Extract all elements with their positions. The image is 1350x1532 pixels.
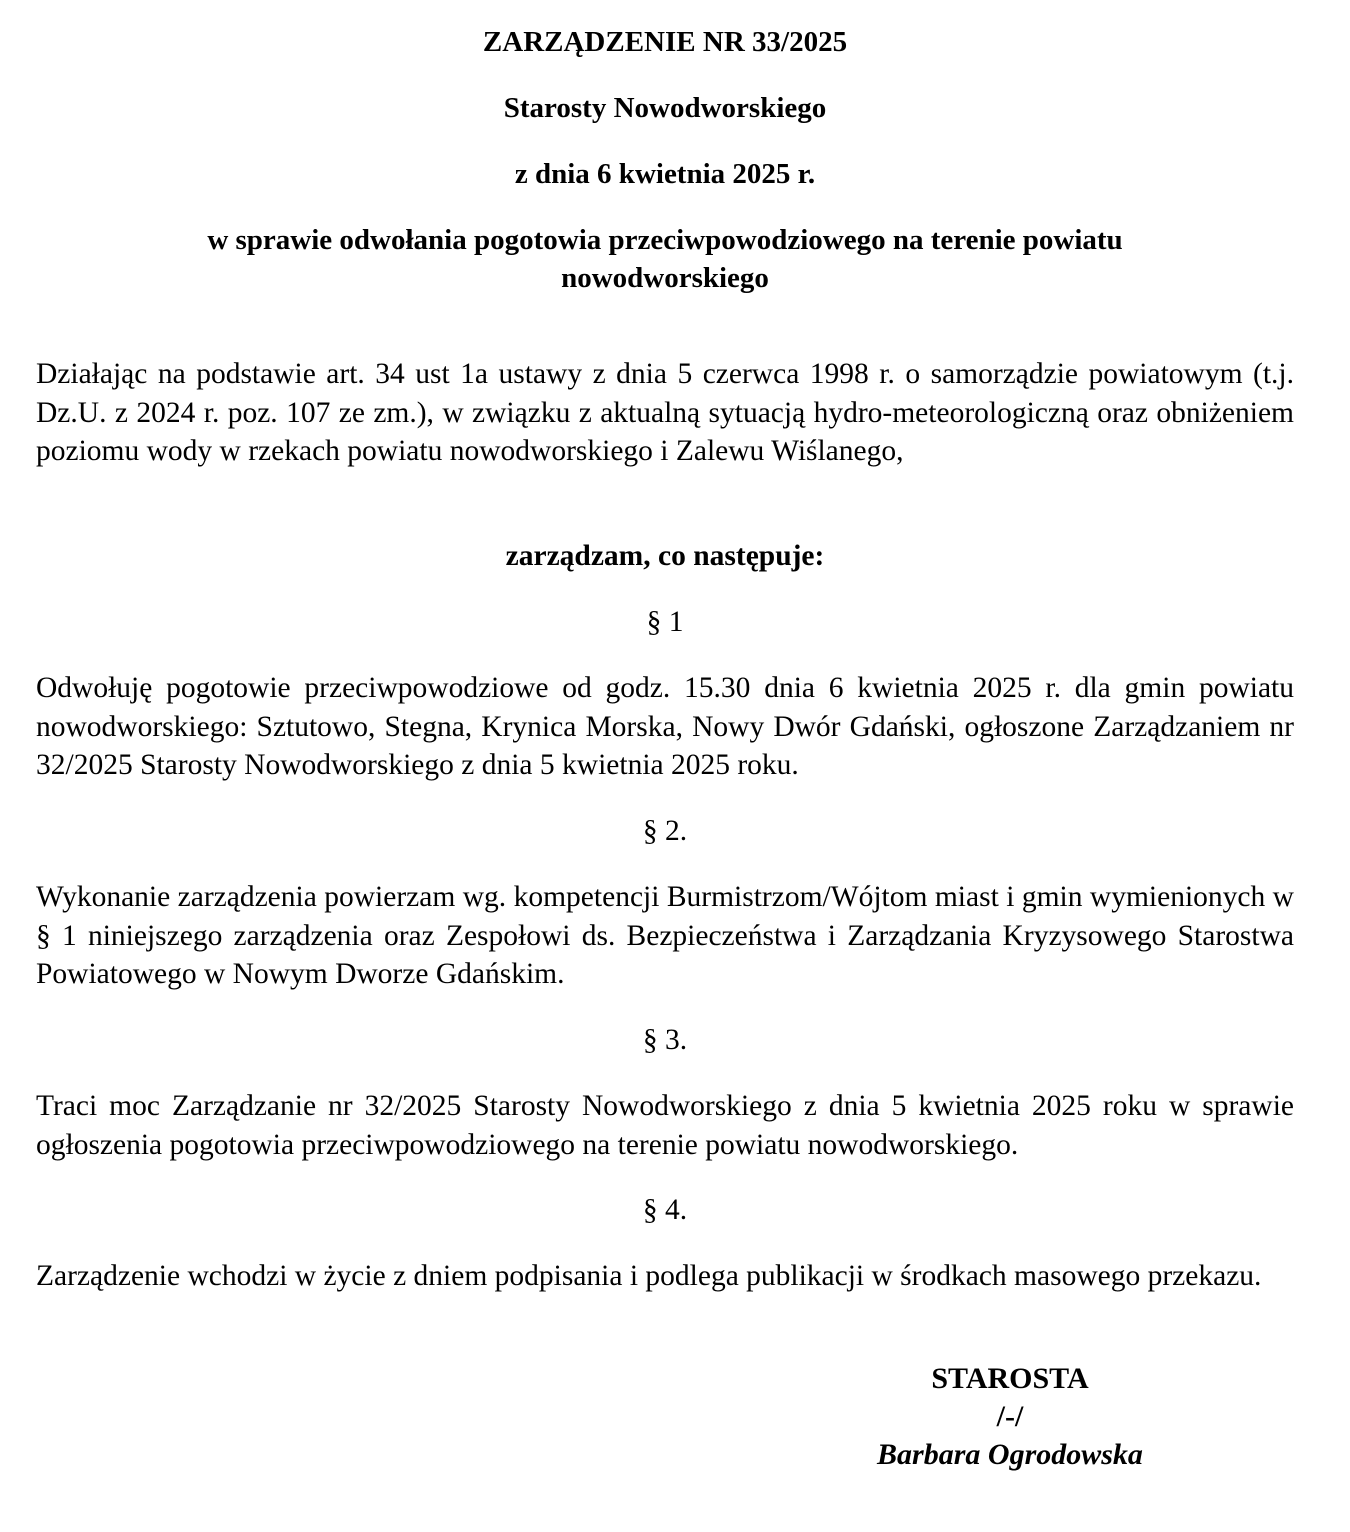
- signature-mark: /-/: [996, 1400, 1024, 1433]
- decree-statement: zarządzam, co następuje:: [505, 540, 825, 572]
- section-4-label: § 4.: [642, 1194, 688, 1226]
- section-4-text: Zarządzenie wchodzi w życie z dniem podpisania i podlega publikacji w środkach masowego przekazu.: [36, 1260, 1262, 1292]
- document-title: ZARZĄDZENIE NR 33/2025: [482, 26, 848, 58]
- document-date: z dnia 6 kwietnia 2025 r.: [514, 158, 816, 190]
- document-subject-line-1: w sprawie odwołania pogotowia przeciwpowodziowego na terenie powiatu: [207, 224, 1123, 256]
- signature-role: STAROSTA: [931, 1362, 1089, 1395]
- section-1-label: § 1: [646, 606, 684, 638]
- document-issuer: Starosty Nowodworskiego: [503, 92, 827, 124]
- section-3-label: § 3.: [642, 1024, 688, 1056]
- signature-name: Barbara Ogrodowska: [877, 1438, 1143, 1471]
- section-1-text: Odwołuję pogotowie przeciwpowodziowe od godz. 15.30 dnia 6 kwietnia 2025 r. dla gmin powiatu nowodworskiego: Sztutowo, Stegna, Krynica Morska, Nowy Dwór Gdański, ogłoszone Zarządzaniem nr 32/2025 Starosty Nowodworskiego z dnia 5 kwietnia 2025 roku.: [36, 672, 1294, 781]
- section-2-text: Wykonanie zarządzenia powierzam wg. kompetencji Burmistrzom/Wójtom miast i gmin wymienionych w § 1 niniejszego zarządzenia oraz Zespołowi ds. Bezpieczeństwa i Zarządzania Kryzysowego Starostwa Powiatowego w Nowym Dworze Gdańskim.: [36, 881, 1294, 990]
- section-2-label: § 2.: [642, 815, 688, 847]
- document-subject-line-2: nowodworskiego: [561, 262, 769, 294]
- section-3-text: Traci moc Zarządzanie nr 32/2025 Starosty Nowodworskiego z dnia 5 kwietnia 2025 roku w sprawie ogłoszenia pogotowia przeciwpowodziowego na terenie powiatu nowodworskiego.: [36, 1090, 1294, 1161]
- preamble-paragraph: Działając na podstawie art. 34 ust 1a ustawy z dnia 5 czerwca 1998 r. o samorządzie powiatowym (t.j. Dz.U. z 2024 r. poz. 107 ze zm.), w związku z aktualną sytuacją hydro-meteorologiczną oraz obniżeniem poziomu wody w rzekach powiatu nowodworskiego i Zalewu Wiślanego,: [36, 358, 1294, 467]
